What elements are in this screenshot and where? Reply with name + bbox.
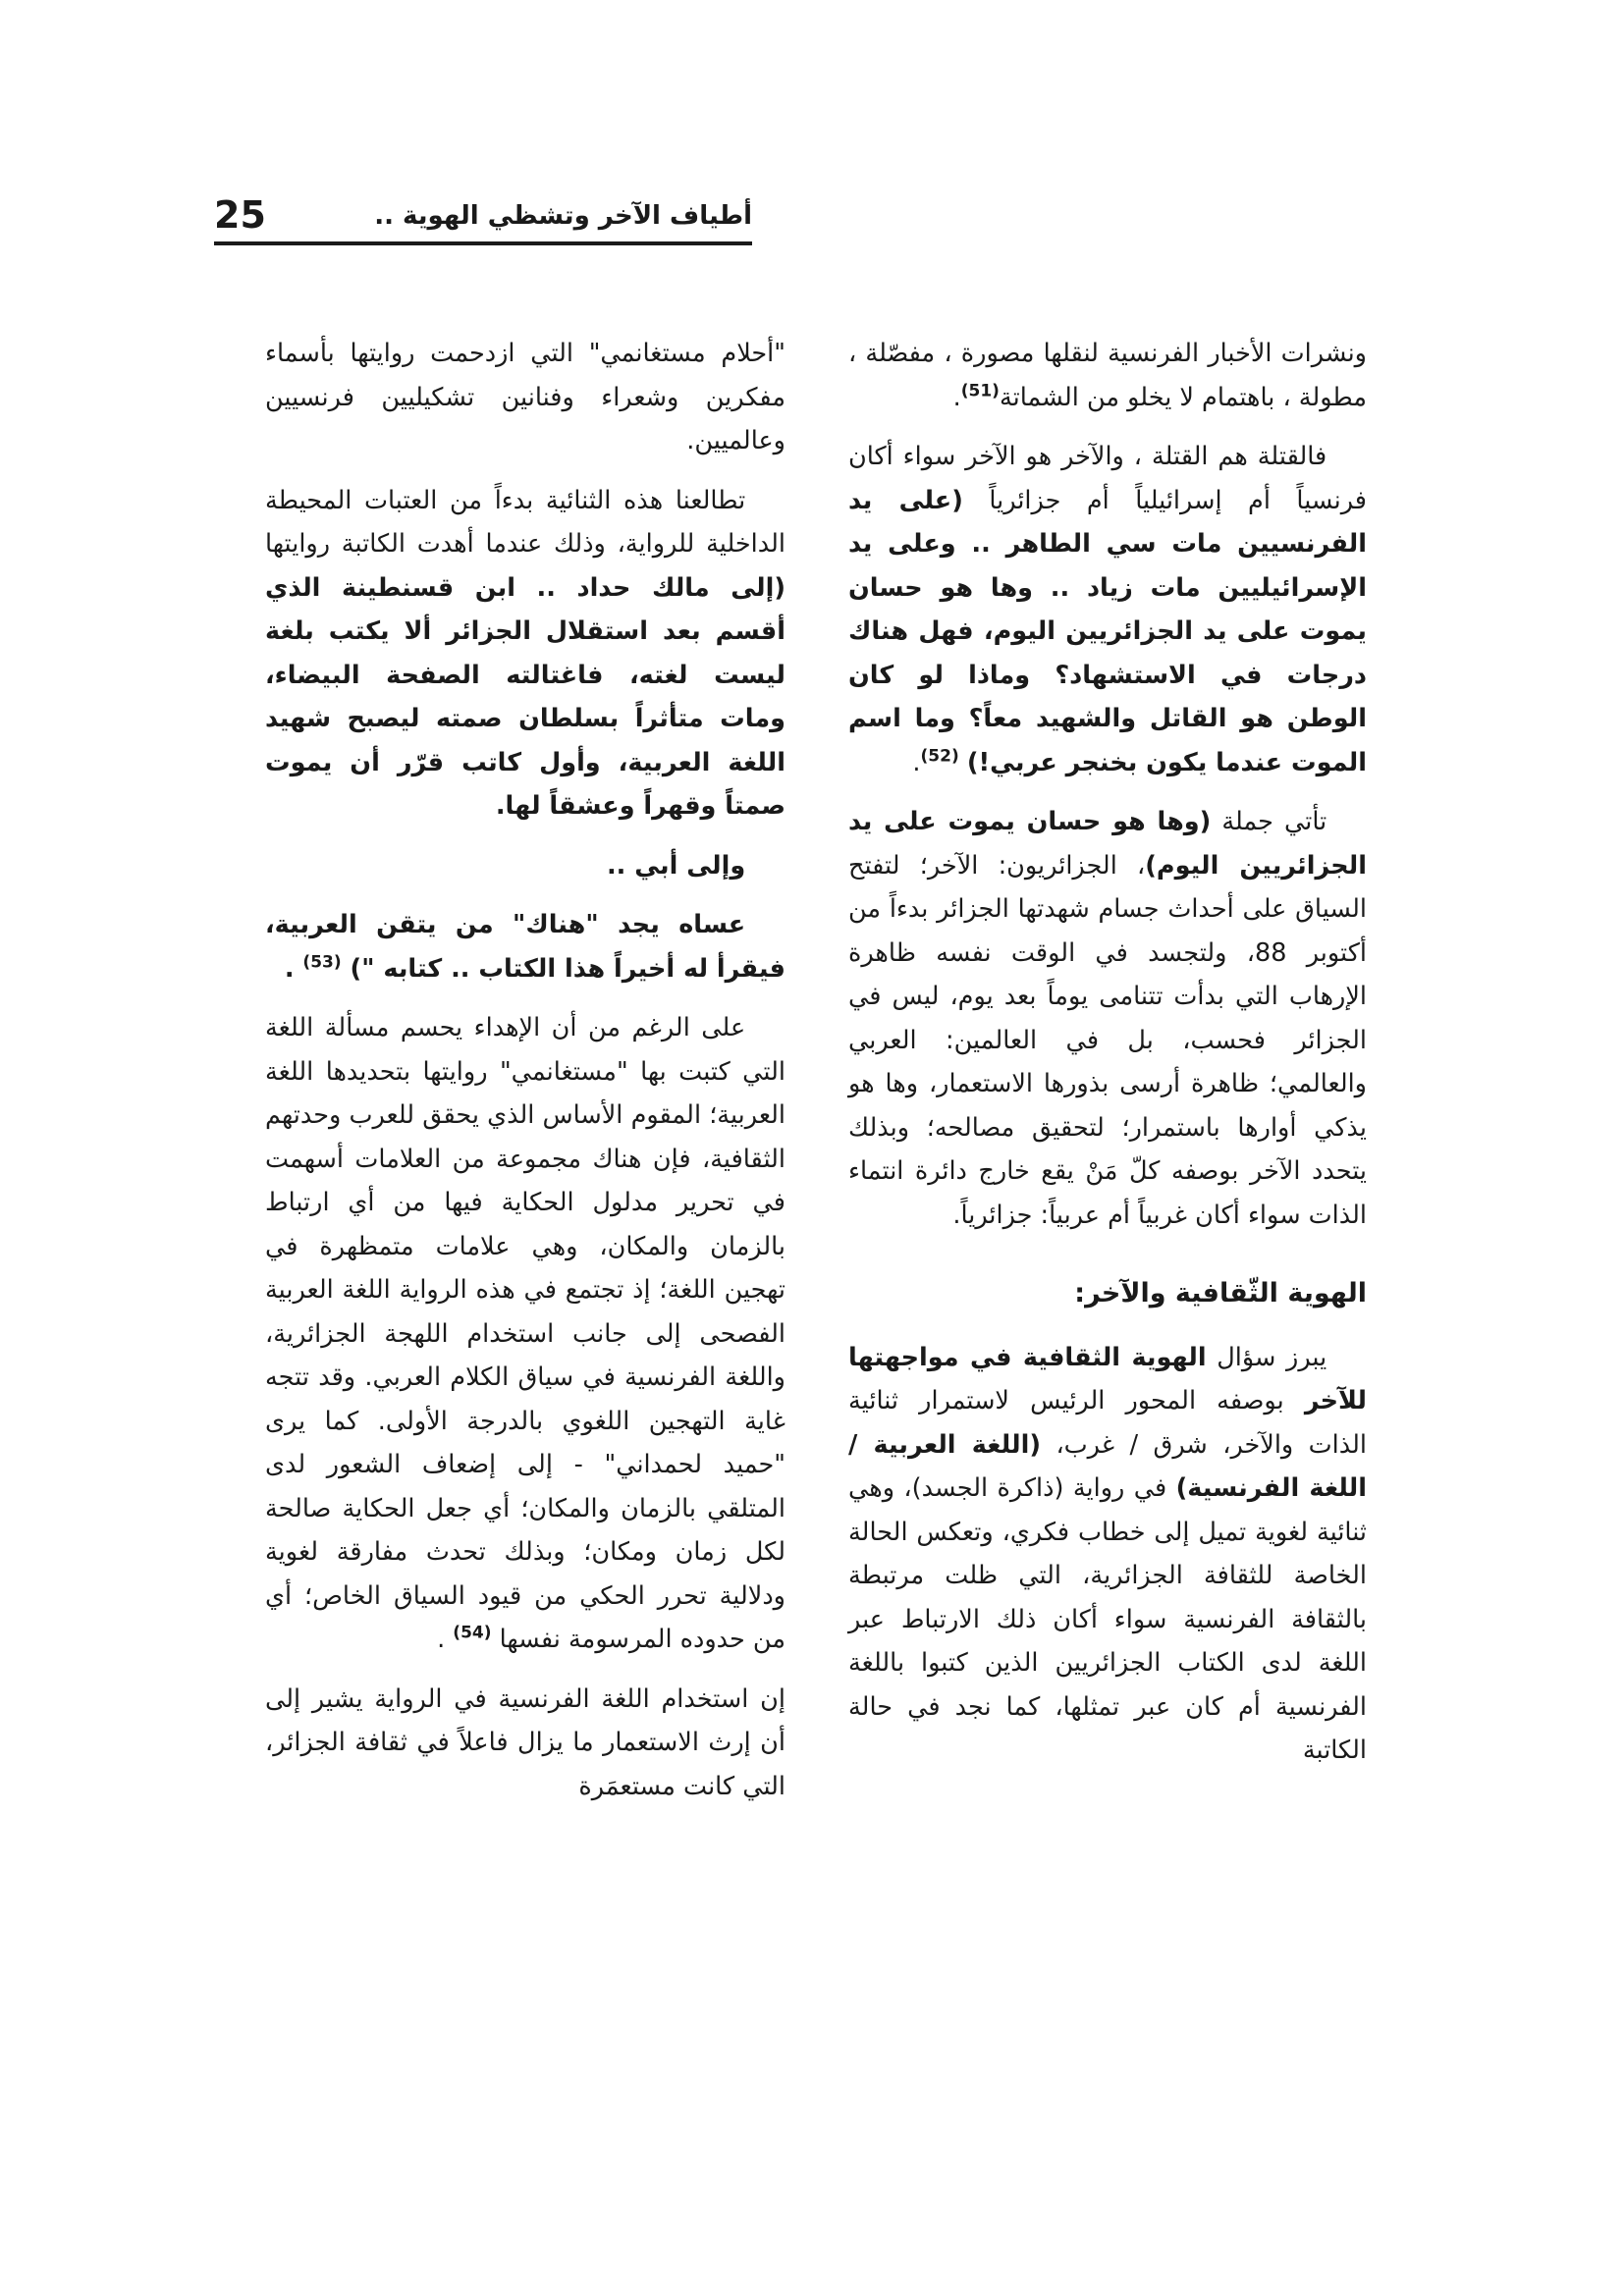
paragraph-4-emphasis: الهوية الثقافية في مواجهتها للآخر bbox=[848, 1342, 1367, 1415]
section-heading: الهوية الثّقافية والآخر: bbox=[1074, 1278, 1367, 1308]
dedication-end-period: . bbox=[284, 953, 295, 984]
paragraph-4-lead: يبرز سؤال bbox=[1206, 1342, 1327, 1372]
footnote-ref-53: (53) bbox=[302, 952, 342, 972]
page-number: 25 bbox=[214, 193, 266, 237]
running-title: أطياف الآخر وتشظي الهوية .. bbox=[374, 201, 752, 231]
paragraph-1-text: ونشرات الأخبار الفرنسية لنقلها مصورة ، مفصّلة ، مطولة ، باهتمام لا يخلو من الشماتة bbox=[848, 339, 1367, 412]
paragraph-8: إن استخدام اللغة الفرنسية في الرواية يشير إلى أن إرث الاستعمار ما يزال فاعلاً في ثقافة الجزائر، التي كانت مستعمَرة bbox=[265, 1683, 785, 1801]
paragraph-6-text: تطالعنا هذه الثنائية بدءاً من العتبات المحيطة الداخلية للرواية، وذلك عندما أهدت الكاتبة روايتها bbox=[265, 485, 785, 559]
paragraph-3 bbox=[848, 800, 1367, 1237]
header-rule bbox=[214, 241, 752, 245]
paragraph-4 bbox=[848, 1336, 1367, 1773]
paragraph-3-quote: (وها هو حسان يموت على يد الجزائريين اليوم) bbox=[848, 807, 1367, 881]
paragraph-3-text: ، الجزائريون: الآخر؛ لتفتح السياق على أحداث جسام شهدتها الجزائر بدءاً من أكتوبر 88، ولتجسد في الوقت نفسه ظاهرة الإرهاب التي بدأت تتنامى يوماً بعد يوم، ليس في الجزائر فحسب، بل في العالمين: العربي والعالمي؛ ظاهرة أرسى بذورها الاستعمار، وها هو يذكي أوارها باستمرار؛ لتحقيق مصالحه؛ وبذلك يتحدد الآخر بوصفه كلّ مَنْ يقع خارج دائرة انتماء الذات سواء أكان غربياً أم عربياً: جزائرياً. bbox=[848, 850, 1367, 1230]
paragraph-2: فالقتلة هم القتلة ، والآخر هو الآخر سواء أكان فرنسياً أم إسرائيلياً أم جزائرياً (على يد الفرنسيين مات سي الطاهر .. وعلى يد الإسرائيليين مات زياد .. وها هو حسان يموت على يد الجزائريين اليوم، فهل هناك درجات في الاستشهاد؟ وماذا لو كان الوطن هو القاتل والشهيد معاً؟ وما اسم الموت عندما يكون بخنجر عربي!) $^{(52)}$. bbox=[848, 442, 1367, 777]
right-column bbox=[848, 332, 1367, 1789]
running-header bbox=[214, 192, 752, 238]
dedication-line: وإلى أبي .. bbox=[606, 850, 746, 881]
dedication-quote: (إلى مالك حداد .. ابن قسنطينة الذي أقسم بعد استقلال الجزائر ألا يكتب بلغة ليست لغته، فاغتالته الصفحة البيضاء، ومات متأثراً بسلطان صمته ليصبح شهيد اللغة العربية، وأول كاتب قرّر أن يموت صمتاً وقهراً وعشقاً لها. bbox=[265, 572, 785, 821]
paragraph-2-text: فالقتلة هم القتلة ، والآخر هو الآخر سواء أكان فرنسياً أم إسرائيلياً أم جزائرياً bbox=[848, 442, 1367, 515]
paragraph-3-lead: تأتي جملة bbox=[1211, 807, 1327, 836]
paragraph-7-period: . bbox=[437, 1625, 446, 1654]
footnote-ref-51: (51) bbox=[960, 381, 1000, 400]
paragraph-4-rest: في رواية (ذاكرة الجسد)، وهي ثنائية لغوية تميل إلى خطاب فكري، وتعكس الحالة الخاصة للثقافة الجزائرية، التي ظلت مرتبطة بالثقافة الفرنسية سواء أكان ذلك الارتباط عبر اللغة لدى الكتاب الجزائريين الذين كتبوا باللغة الفرنسية أم كان عبر تمثلها، كما نجد في حالة الكاتبة bbox=[848, 1473, 1367, 1765]
dedication-end bbox=[265, 903, 785, 990]
paragraph-4-languages: (اللغة العربية / اللغة الفرنسية) bbox=[848, 1429, 1367, 1503]
paragraph-5: "أحلام مستغانمي" التي ازدحمت روايتها بأسماء مفكرين وشعراء وفنانين تشكيليين فرنسيين وعالميين. bbox=[265, 339, 785, 455]
paragraph-1: ونشرات الأخبار الفرنسية لنقلها مصورة ، مفصّلة ، مطولة ، باهتمام لا يخلو من الشماتة$^{(51)}$. bbox=[848, 339, 1367, 412]
dedication-end-text: عساه يجد "هناك" من يتقن العربية، فيقرأ له أخيراً هذا الكتاب .. كتابه ") bbox=[265, 910, 785, 984]
quote-text: (على يد الفرنسيين مات سي الطاهر .. وعلى يد الإسرائيليين مات زياد .. وها هو حسان يموت على يد الجزائريين اليوم، فهل هناك درجات في الاستشهاد؟ وماذا لو كان الوطن هو القاتل والشهيد معاً؟ وما اسم الموت عندما يكون بخنجر عربي!) bbox=[848, 485, 1367, 777]
paragraph-7-text: على الرغم من أن الإهداء يحسم مسألة اللغة التي كتبت بها "مستغانمي" روايتها بتحديدها اللغة العربية؛ المقوم الأساس الذي يحقق للعرب وحدتهم الثقافية، فإن هناك مجموعة من العلامات أسهمت في تحرير مدلول الحكاية فيها من أي ارتباط بالزمان والمكان، وهي علامات متمظهرة في تهجين اللغة؛ إذ تجتمع في هذه الرواية اللغة العربية الفصحى إلى جانب استخدام اللهجة الجزائرية، واللغة الفرنسية في سياق الكلام العربي. وقد تتجه غاية التهجين اللغوي بالدرجة الأولى. كما يرى "حميد لحمداني" - إلى إضعاف الشعور لدى المتلقي بالزمان والمكان؛ أي جعل الحكاية صالحة لكل زمان ومكان؛ وبذلك تحدث مفارقة لغوية ودلالية تحرر الحكي من قيود السياق الخاص؛ أي من حدوده المرسومة نفسها bbox=[265, 1013, 785, 1654]
left-column bbox=[265, 332, 785, 1824]
footnote-ref-52: (52) bbox=[920, 746, 959, 766]
footnote-ref-54: (54) bbox=[453, 1623, 492, 1643]
paragraph-6 bbox=[265, 479, 785, 828]
paragraph-7 bbox=[265, 1006, 785, 1662]
paragraph-4-text: بوصفه المحور الرئيس لاستمرار ثنائية الذات والآخر، شرق / غرب، bbox=[848, 1386, 1367, 1460]
